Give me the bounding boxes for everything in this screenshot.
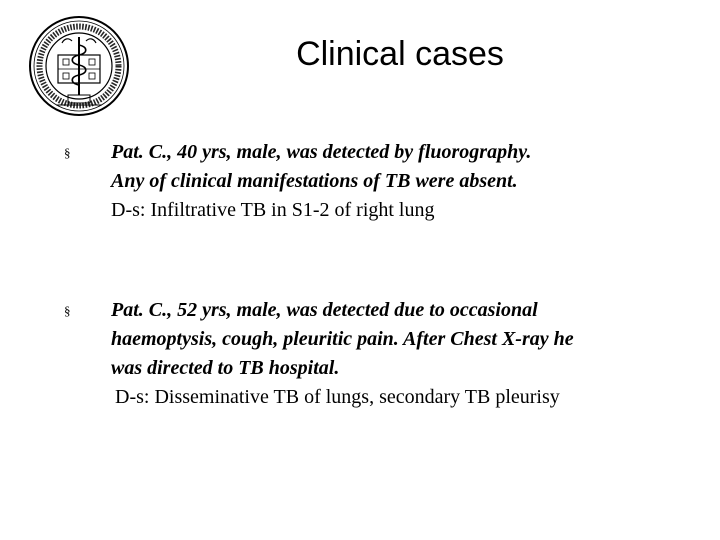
case-line: Any of clinical manifestations of TB were absent. [111,170,518,192]
university-seal-logo [28,15,130,117]
case-item [64,296,694,412]
case-text [111,138,694,225]
case-line: was directed to TB hospital. [111,357,340,379]
slide-title: Clinical cases [296,35,504,73]
case-line: haemoptysis, cough, pleuritic pain. After Chest X-ray he [111,328,574,350]
case-diagnosis: D-s: Disseminative TB of lungs, secondary TB pleurisy [115,386,560,408]
bullet-marker: § [64,303,71,318]
case-line: Pat. C., 52 yrs, male, was detected due to occasional [111,299,538,321]
case-diagnosis: D-s: Infiltrative TB in S1-2 of right lung [111,199,435,221]
bullet-marker: § [64,145,71,160]
case-text [111,296,694,412]
case-item [64,138,694,225]
case-line: Pat. C., 40 yrs, male, was detected by fluorography. [111,141,532,163]
